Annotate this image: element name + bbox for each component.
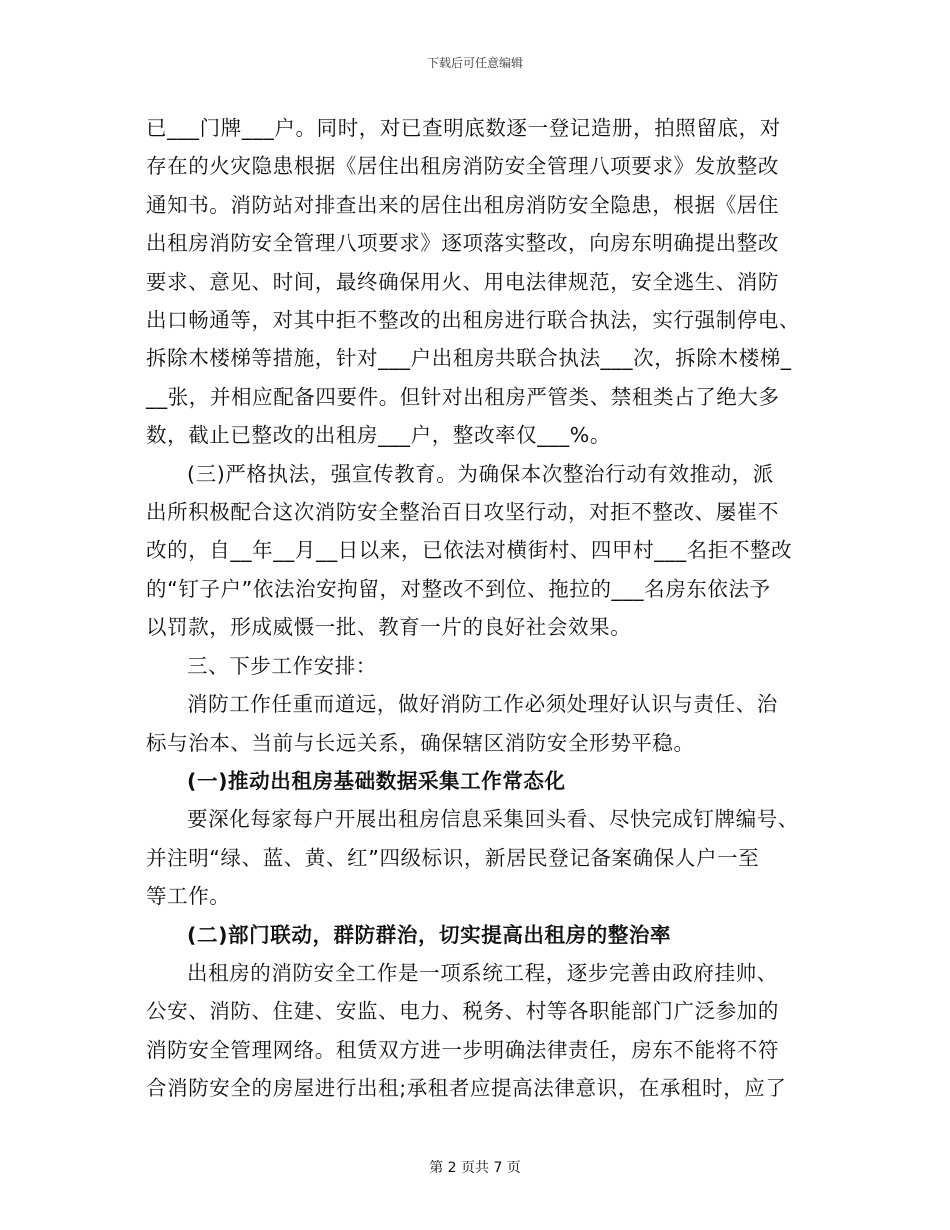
text-line: 出租房消防安全管理八项要求》逐项落实整改，向房东明确提出整改 bbox=[146, 231, 779, 256]
document-body bbox=[146, 109, 806, 1108]
text-line: 消防安全管理网络。租赁双方进一步明确法律责任，房东不能将不符 bbox=[146, 1037, 779, 1062]
text-line: (二)部门联动，群防群治，切实提高出租房的整治率 bbox=[187, 922, 672, 947]
text-line: 改的，自__年__月__日以来，已依法对横街村、四甲村___名拒不整改 bbox=[146, 538, 793, 563]
text-line: 等工作。 bbox=[146, 884, 231, 909]
text-line: 存在的火灾隐患根据《居住出租房消防安全管理八项要求》发放整改 bbox=[146, 154, 779, 179]
text-line: 已___门牌___户。同时，对已查明底数逐一登记造册，拍照留底，对 bbox=[146, 116, 781, 140]
text-line: 通知书。消防站对排查出来的居住出租房消防安全隐患，根据《居住 bbox=[146, 192, 779, 217]
text-line: 数，截止已整改的出租房___户，整改率仅___%。 bbox=[146, 423, 611, 448]
page-header: 下载后可任意编辑 bbox=[426, 56, 523, 70]
text-line: (三)严格执法，强宣传教育。为确保本次整治行动有效推动，派 bbox=[187, 461, 774, 486]
text-line: 的“钉子户”依法治安拘留，对整改不到位、拖拉的___名房东依法予 bbox=[146, 576, 771, 601]
text-line: 消防工作任重而道远，做好消防工作必须处理好认识与责任、治 bbox=[187, 692, 778, 717]
text-line: 以罚款，形成威慑一批、教育一片的良好社会效果。 bbox=[146, 615, 632, 640]
text-line: (一)推动出租房基础数据采集工作常态化 bbox=[187, 768, 566, 793]
text-line: __张，并相应配备四要件。但针对出租房严管类、禁租类占了绝大多 bbox=[146, 384, 780, 409]
text-line: 出租房的消防安全工作是一项系统工程，逐步完善由政府挂帅、 bbox=[187, 960, 778, 985]
text-line: 合消防安全的房屋进行出租;承租者应提高法律意识，在承租时，应了 bbox=[146, 1076, 787, 1101]
text-line: 要深化每家每户开展出租房信息采集回头看、尽快完成钉牌编号、 bbox=[187, 807, 799, 832]
text-line: 并注明“绿、蓝、黄、红”四级标识，新居民登记备案确保人户一至 bbox=[146, 845, 760, 870]
text-line: 拆除木楼梯等措施，针对___户出租房共联合执法___次，拆除木楼梯_ bbox=[146, 346, 792, 371]
text-line: 标与治本、当前与长远关系，确保辖区消防安全形势平稳。 bbox=[146, 730, 695, 755]
text-line: 出口畅通等，对其中拒不整改的出租房进行联合执法，实行强制停电、 bbox=[146, 308, 801, 333]
text-line: 三、下步工作安排： bbox=[187, 653, 377, 678]
text-line: 出所积极配合这次消防安全整治百日攻坚行动，对拒不整改、屡崔不 bbox=[146, 500, 779, 525]
text-line: 公安、消防、住建、安监、电力、税务、村等各职能部门广泛参加的 bbox=[146, 999, 779, 1024]
page-footer: 第 2 页共 7 页 bbox=[429, 1160, 521, 1176]
text-line: 要求、意见、时间，最终确保用火、用电法律规范，安全逃生、消防 bbox=[146, 269, 779, 294]
